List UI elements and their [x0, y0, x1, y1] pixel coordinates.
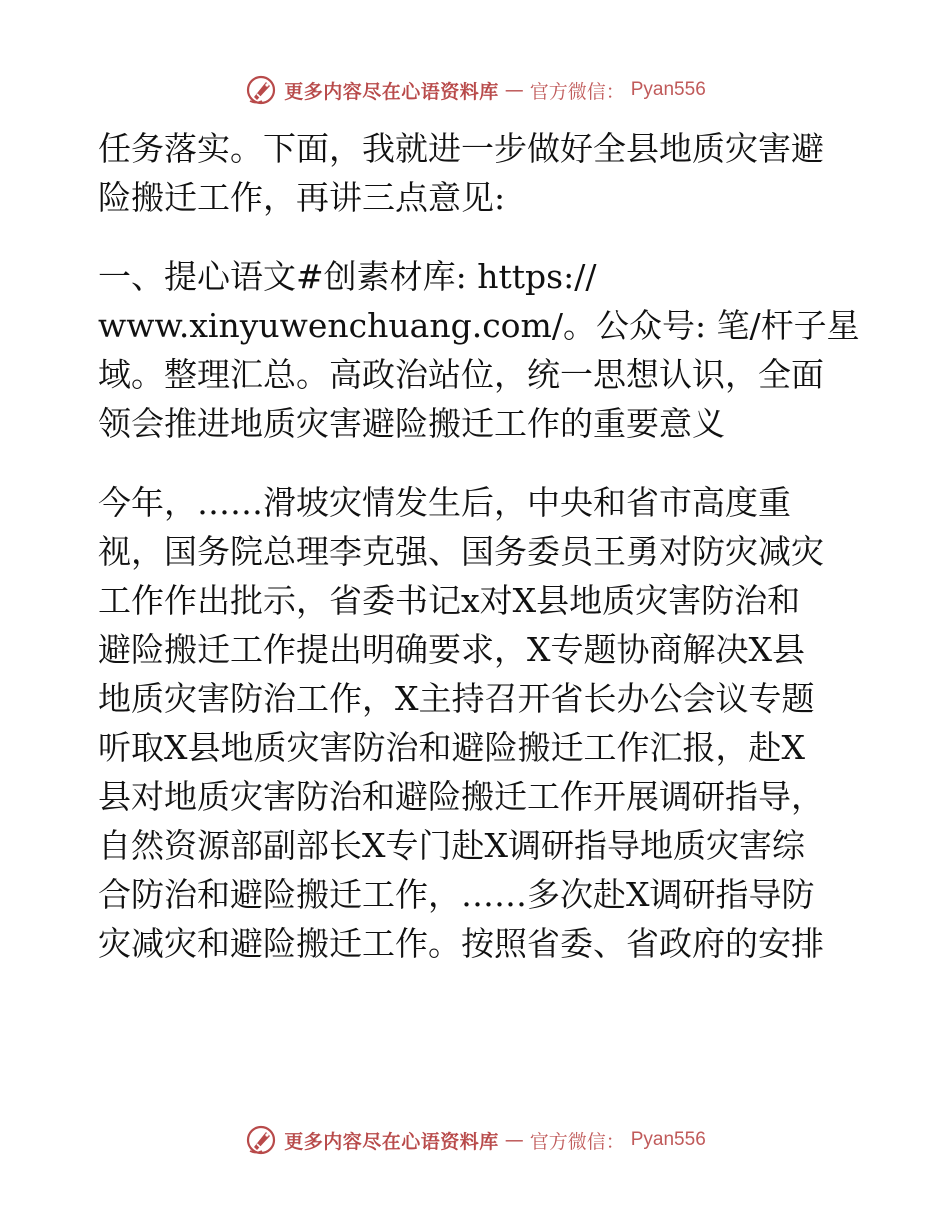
text-line: 一、提心语文#创素材库: https://	[98, 257, 597, 296]
banner-dash: —	[504, 79, 524, 101]
text-line: 县对地质灾害防治和避险搬迁工作开展调研指导，	[98, 777, 824, 816]
text-line: 今年，……滑坡灾情发生后，中央和省市高度重	[98, 483, 791, 522]
banner-wechat-label: 官方微信：	[529, 1130, 625, 1153]
text-line: 听取X县地质灾害防治和避险搬迁工作汇报，赴X	[98, 728, 805, 767]
text-line: 合防治和避险搬迁工作，……多次赴X调研指导防	[98, 875, 815, 914]
document-body	[98, 124, 858, 968]
text-line: 域。整理汇总。高政治站位，统一思想认识，全面	[98, 355, 824, 394]
banner-wechat-label: 官方微信：	[529, 80, 625, 103]
footer-banner	[0, 1120, 950, 1160]
text-line: 避险搬迁工作提出明确要求，X专题协商解决X县	[98, 630, 805, 669]
header-banner	[0, 70, 950, 110]
text-line: 领会推进地质灾害避险搬迁工作的重要意义	[98, 404, 725, 443]
text-line: 险搬迁工作，再讲三点意见:	[98, 178, 506, 217]
pen-nib-logo-icon	[244, 1123, 278, 1157]
paragraph	[98, 124, 858, 222]
text-line: 任务落实。下面，我就进一步做好全县地质灾害避	[98, 129, 824, 168]
paragraph	[98, 478, 858, 968]
banner-dash: —	[504, 1129, 524, 1151]
banner-promo-text: 更多内容尽在心语资料库	[284, 1130, 499, 1153]
text-line: 地质灾害防治工作，X主持召开省长办公会议专题	[98, 679, 815, 718]
banner-wechat-id: Pyan556	[630, 1129, 706, 1150]
text-line: 灾减灾和避险搬迁工作。按照省委、省政府的安排	[98, 924, 824, 963]
text-line: 工作作出批示，省委书记x对X县地质灾害防治和	[98, 581, 801, 620]
paragraph	[98, 252, 858, 448]
banner-promo-text: 更多内容尽在心语资料库	[284, 80, 499, 103]
pen-nib-logo-icon	[244, 73, 278, 107]
banner-wechat-id: Pyan556	[630, 79, 706, 100]
text-line: 自然资源部副部长X专门赴X调研指导地质灾害综	[98, 826, 805, 865]
text-line: 视，国务院总理李克强、国务委员王勇对防灾减灾	[98, 532, 824, 571]
text-line: www.xinyuwenchuang.com/。公众号: 笔/杆子星	[98, 306, 860, 345]
